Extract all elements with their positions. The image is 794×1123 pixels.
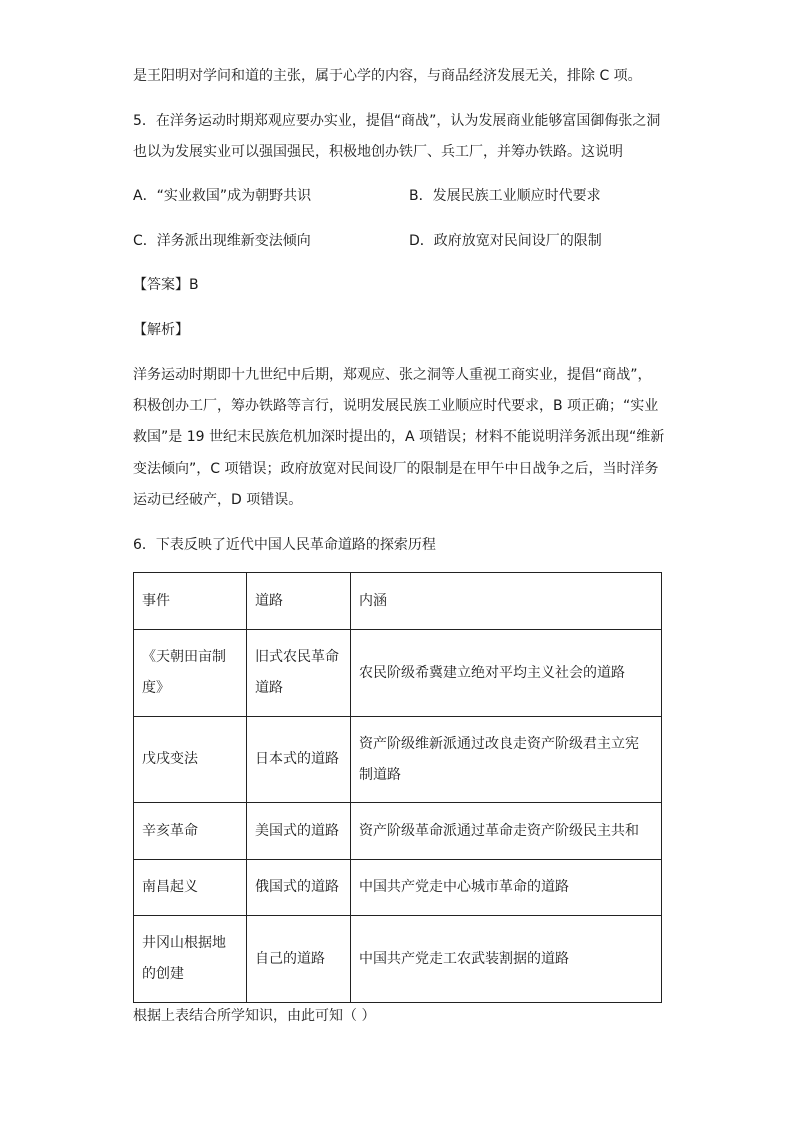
q5-option-c: C．洋务派出现维新变法倾向 bbox=[133, 233, 311, 249]
cell-line: 的创建 bbox=[142, 966, 184, 982]
intro-line: 是王阳明对学问和道的主张，属于心学的内容，与商品经济发展无关，排除 C 项。 bbox=[133, 68, 642, 84]
table-row bbox=[134, 860, 662, 916]
cell-meaning bbox=[351, 630, 662, 717]
cell-line: 旧式农民革命 bbox=[255, 649, 339, 665]
cell-road bbox=[247, 803, 351, 860]
header-road: 道路 bbox=[247, 573, 351, 630]
table-row bbox=[134, 803, 662, 860]
table-header-row bbox=[134, 573, 662, 630]
q5-answer: 【答案】B bbox=[133, 277, 199, 293]
q5-stem-line-1: 5．在洋务运动时期郑观应要办实业，提倡“商战”，认为发展商业能够富国御侮张之洞 bbox=[133, 113, 661, 129]
cell-line: 中国共产党走中心城市革命的道路 bbox=[359, 879, 569, 895]
q5-stem-line-2: 也以为发展实业可以强国强民，积极地创办铁厂、兵工厂，并筹办铁路。这说明 bbox=[133, 144, 623, 160]
cell-line: 辛亥革命 bbox=[142, 822, 198, 839]
cell-road bbox=[247, 630, 351, 717]
cell-line: 日本式的道路 bbox=[255, 751, 339, 767]
cell-line: 中国共产党走工农武装割据的道路 bbox=[359, 950, 569, 967]
cell-line: 度》 bbox=[142, 680, 170, 696]
cell-line: 南昌起义 bbox=[142, 879, 198, 895]
cell-line: 制道路 bbox=[359, 766, 401, 783]
cell-meaning bbox=[351, 916, 662, 1003]
table-row bbox=[134, 717, 662, 803]
cell-line: 自己的道路 bbox=[255, 950, 325, 967]
q5-analysis-line-1: 洋务运动时期即十九世纪中后期，郑观应、张之洞等人重视工商实业，提倡“商战”， bbox=[133, 367, 652, 383]
q5-analysis-line-2: 积极创办工厂，筹办铁路等言行，说明发展民族工业顺应时代要求，B 项正确；“实业 bbox=[133, 398, 659, 414]
cell-meaning bbox=[351, 803, 662, 860]
cell-line: 《天朝田亩制 bbox=[142, 649, 226, 665]
revolution-road-table bbox=[133, 572, 662, 1003]
q6-stem: 6．下表反映了近代中国人民革命道路的探索历程 bbox=[133, 537, 436, 553]
cell-event bbox=[134, 803, 247, 860]
q5-analysis-line-5: 运动已经破产，D 项错误。 bbox=[133, 492, 303, 508]
table-row bbox=[134, 630, 662, 717]
cell-line: 资产阶级革命派通过革命走资产阶级民主共和 bbox=[359, 822, 639, 839]
cell-event bbox=[134, 630, 247, 717]
cell-road bbox=[247, 717, 351, 803]
header-event: 事件 bbox=[134, 573, 247, 630]
cell-line: 道路 bbox=[255, 680, 283, 696]
q5-analysis-label: 【解析】 bbox=[133, 322, 189, 338]
cell-line: 俄国式的道路 bbox=[255, 879, 339, 895]
cell-line: 戊戌变法 bbox=[142, 751, 198, 767]
q5-option-a: A．“实业救国”成为朝野共识 bbox=[133, 188, 312, 204]
cell-event bbox=[134, 717, 247, 803]
cell-meaning bbox=[351, 860, 662, 916]
cell-event bbox=[134, 916, 247, 1003]
q5-option-d: D．政府放宽对民间设厂的限制 bbox=[409, 233, 602, 249]
cell-road bbox=[247, 916, 351, 1003]
q6-question: 根据上表结合所学知识，由此可知（ ） bbox=[133, 1008, 376, 1024]
q5-analysis-line-3: 救国”是 19 世纪末民族危机加深时提出的，A 项错误；材料不能说明洋务派出现“维新 bbox=[133, 429, 665, 445]
cell-road bbox=[247, 860, 351, 916]
cell-line: 资产阶级维新派通过改良走资产阶级君主立宪 bbox=[359, 735, 639, 752]
header-meaning: 内涵 bbox=[351, 573, 662, 630]
cell-line: 农民阶级希冀建立绝对平均主义社会的道路 bbox=[359, 664, 625, 681]
q5-analysis-line-4: 变法倾向”，C 项错误；政府放宽对民间设厂的限制是在甲午中日战争之后，当时洋务 bbox=[133, 461, 659, 477]
q5-option-b: B．发展民族工业顺应时代要求 bbox=[409, 188, 601, 204]
table-row bbox=[134, 916, 662, 1003]
cell-line: 美国式的道路 bbox=[255, 822, 339, 839]
cell-line: 井冈山根据地 bbox=[142, 935, 226, 951]
cell-event bbox=[134, 860, 247, 916]
cell-meaning bbox=[351, 717, 662, 803]
